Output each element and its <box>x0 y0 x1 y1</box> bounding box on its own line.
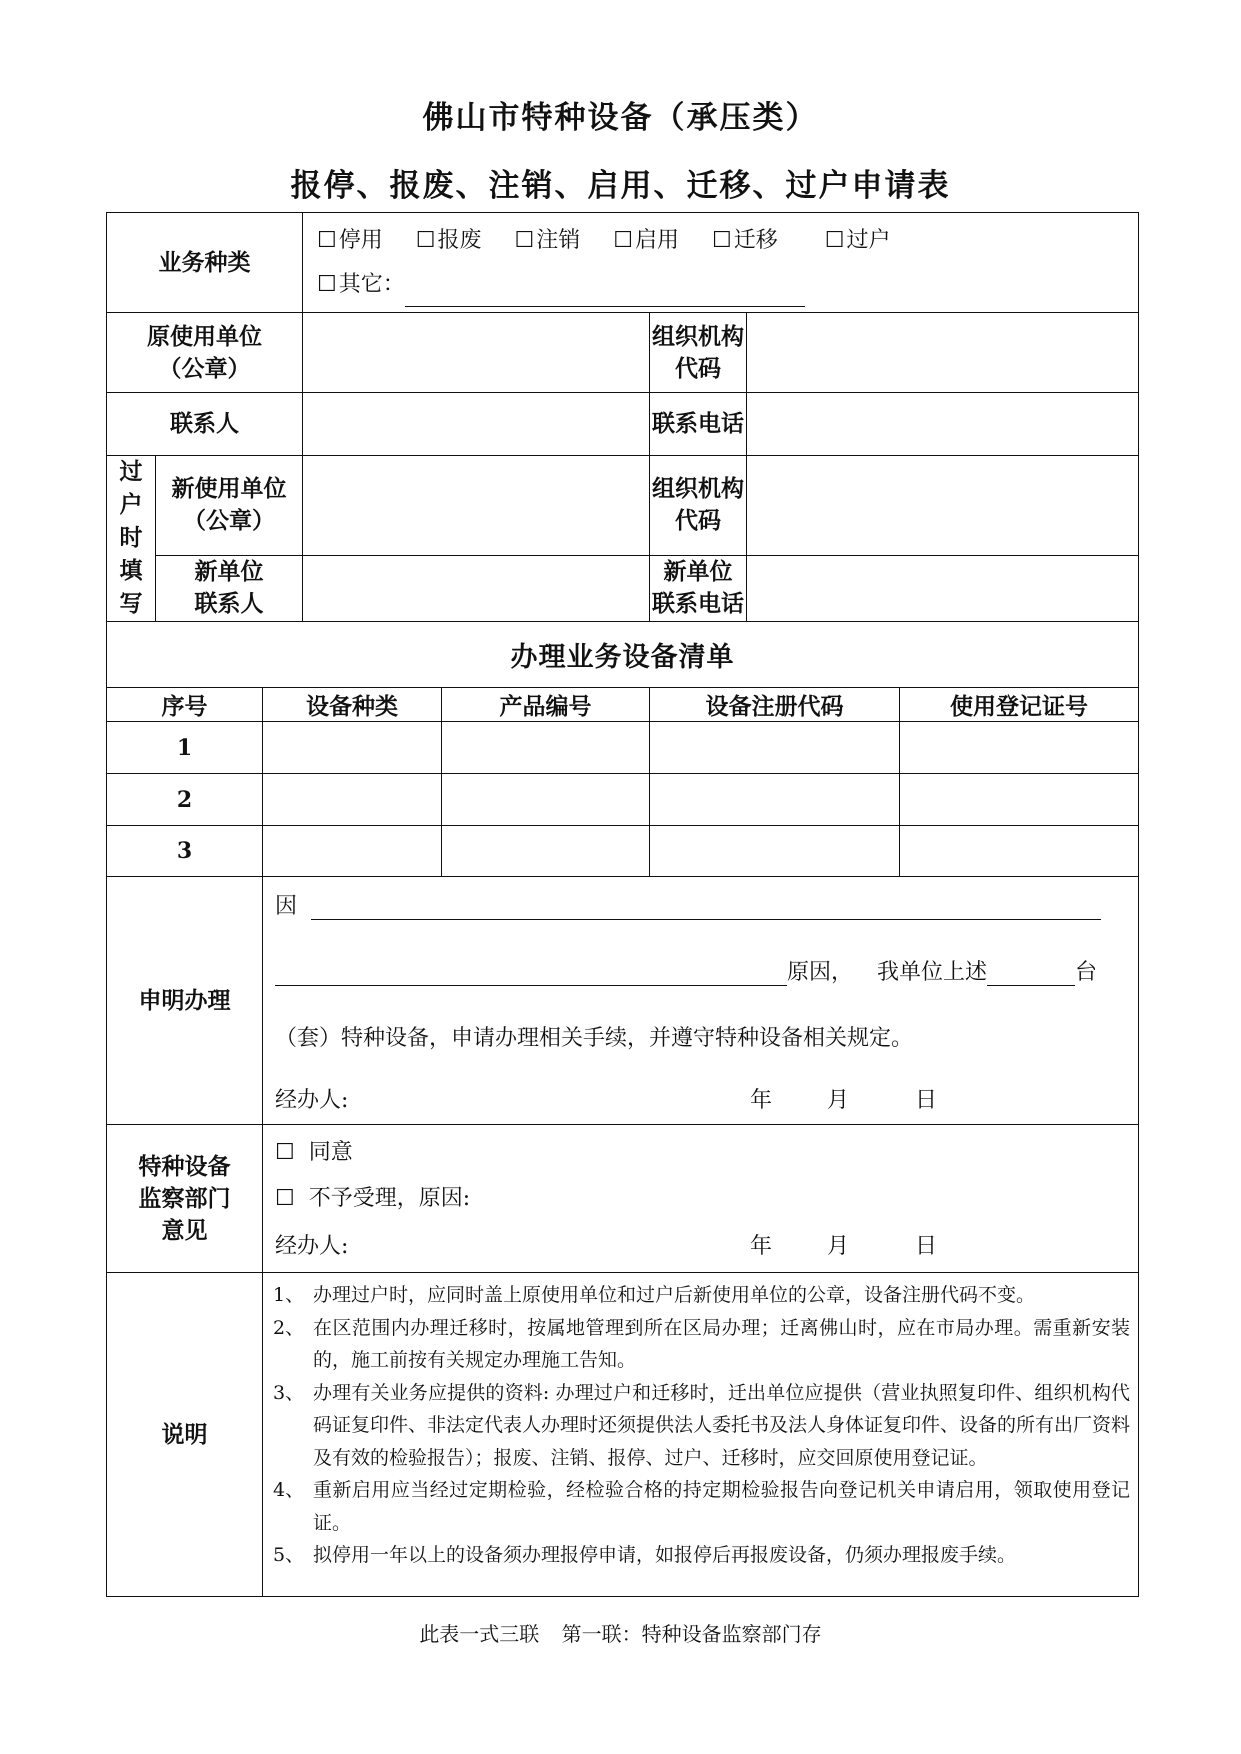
other-input-line[interactable] <box>405 276 805 307</box>
note-item: 5、 拟停用一年以上的设备须办理报停申请，如报停后再报废设备，仍须办理报废手续。 <box>273 1544 1017 1566</box>
org-code-label: 组织机构 代码 <box>650 313 747 393</box>
form-title-line1: 佛山市特种设备（承压类） <box>422 100 819 136</box>
table-row <box>107 722 1139 774</box>
opinion-content <box>263 1125 1139 1273</box>
because-text: 因 <box>275 894 298 919</box>
equipment-type-cell[interactable] <box>263 826 442 877</box>
checkbox-icon: ☐ <box>613 228 633 253</box>
unit-suffix: 台 <box>1075 960 1098 985</box>
application-form-table <box>106 212 1139 1597</box>
checkbox-icon: ☐ <box>712 228 732 253</box>
new-unit-field[interactable] <box>303 456 650 556</box>
cause-input-line[interactable] <box>311 889 1101 920</box>
original-unit-label: 原使用单位 （公章） <box>107 313 303 393</box>
new-contact-field[interactable] <box>303 555 650 621</box>
header-registration-code: 设备注册代码 <box>650 688 900 722</box>
header-equipment-type: 设备种类 <box>263 688 442 722</box>
note-item: 1、 办理过户时，应同时盖上原使用单位和过户后新使用单位的公章，设备注册代码不变。 <box>273 1284 1036 1306</box>
unit-text: 我单位上述 <box>877 960 988 985</box>
certificate-number-cell[interactable] <box>900 774 1139 826</box>
note-item: 2、 在区范围内办理迁移时，按属地管理到所在区局办理；迁离佛山时，应在市局办理。需重新安装的，施工前按有关规定办理施工告知。 <box>273 1316 1131 1371</box>
row-number: 2 <box>107 774 263 826</box>
reason-input-line[interactable] <box>275 955 787 986</box>
checkbox-icon: ☐ <box>275 1140 295 1165</box>
month-label: 月 <box>827 1088 850 1113</box>
footer-part: 第一联：特种设备监察部门存 <box>561 1622 822 1646</box>
checkbox-icon: ☐ <box>824 228 845 253</box>
footer-copies: 此表一式三联 <box>419 1622 540 1646</box>
org-code-field[interactable] <box>747 313 1139 393</box>
row-number: 1 <box>107 722 263 774</box>
year-label: 年 <box>750 1088 773 1113</box>
declaration-label: 申明办理 <box>107 877 263 1125</box>
notes-content <box>263 1273 1139 1597</box>
header-seq: 序号 <box>107 688 263 722</box>
option-enable[interactable]: ☐启用 <box>613 228 679 253</box>
form-title-line2: 报停、报废、注销、启用、迁移、过户申请表 <box>290 168 951 204</box>
reject-option[interactable]: ☐ 不予受理，原因: <box>275 1186 471 1211</box>
reason-text: 原因， <box>787 960 854 985</box>
checkbox-icon: ☐ <box>317 272 337 297</box>
contact-phone-label: 联系电话 <box>650 393 747 456</box>
agree-option[interactable]: ☐ 同意 <box>275 1140 353 1165</box>
business-type-options <box>303 213 1139 313</box>
certificate-number-cell[interactable] <box>900 826 1139 877</box>
product-number-cell[interactable] <box>442 774 650 826</box>
option-relocate[interactable]: ☐迁移 <box>712 228 778 253</box>
table-row <box>107 826 1139 877</box>
checkbox-icon: ☐ <box>415 228 436 253</box>
option-cancel[interactable]: ☐注销 <box>514 228 581 253</box>
option-scrap[interactable]: ☐报废 <box>415 228 482 253</box>
option-suspend[interactable]: ☐停用 <box>317 228 383 253</box>
new-org-code-label: 组织机构 代码 <box>650 456 747 556</box>
option-transfer[interactable]: ☐过户 <box>824 228 891 253</box>
new-org-code-field[interactable] <box>747 456 1139 556</box>
checkbox-icon: ☐ <box>317 228 337 253</box>
note-item: 4、 重新启用应当经过定期检验，经检验合格的持定期检验报告向登记机关申请启用，领取使用登记证。 <box>273 1479 1131 1534</box>
form-footer <box>0 1618 1241 1647</box>
new-unit-label: 新使用单位 （公章） <box>156 456 303 556</box>
declaration-content <box>263 877 1139 1125</box>
month-label: 月 <box>827 1234 850 1259</box>
header-product-number: 产品编号 <box>442 688 650 722</box>
day-label: 日 <box>915 1088 938 1113</box>
registration-code-cell[interactable] <box>650 774 900 826</box>
quantity-input-line[interactable] <box>987 955 1075 986</box>
contact-field[interactable] <box>303 393 650 456</box>
day-label: 日 <box>915 1234 938 1259</box>
product-number-cell[interactable] <box>442 722 650 774</box>
declaration-statement: （套）特种设备，申请办理相关手续，并遵守特种设备相关规定。 <box>275 1026 914 1051</box>
year-label: 年 <box>750 1234 773 1259</box>
checkbox-icon: ☐ <box>275 1186 295 1211</box>
handler-label: 经办人: <box>275 1088 349 1113</box>
new-phone-field[interactable] <box>747 555 1139 621</box>
product-number-cell[interactable] <box>442 826 650 877</box>
transfer-side-label: 过 户 时 填 写 <box>107 456 156 622</box>
contact-label: 联系人 <box>107 393 303 456</box>
equipment-list-title: 办理业务设备清单 <box>107 622 1139 688</box>
registration-code-cell[interactable] <box>650 826 900 877</box>
notes-label: 说明 <box>107 1273 263 1597</box>
equipment-type-cell[interactable] <box>263 722 442 774</box>
original-unit-field[interactable] <box>303 313 650 393</box>
business-type-label: 业务种类 <box>107 213 303 313</box>
table-row <box>107 774 1139 826</box>
option-other[interactable]: ☐其它： <box>317 272 405 297</box>
note-item: 3、 办理有关业务应提供的资料: 办理过户和迁移时，迁出单位应提供（营业执照复印件、组织机构代码证复印件、非法定代表人办理时还须提供法人委托书及法人身体证复印件、设备的所有出厂资料及有效的检验报告）；报废、注销、报停、过户、迁移时，应交回原使用登记证。 <box>273 1381 1131 1469</box>
row-number: 3 <box>107 826 263 877</box>
checkbox-icon: ☐ <box>514 228 535 253</box>
contact-phone-field[interactable] <box>747 393 1139 456</box>
new-contact-label: 新单位 联系人 <box>156 555 303 621</box>
header-certificate-number: 使用登记证号 <box>900 688 1139 722</box>
new-phone-label: 新单位 联系电话 <box>650 555 747 621</box>
registration-code-cell[interactable] <box>650 722 900 774</box>
equipment-type-cell[interactable] <box>263 774 442 826</box>
certificate-number-cell[interactable] <box>900 722 1139 774</box>
handler-label: 经办人: <box>275 1234 349 1259</box>
opinion-label: 特种设备 监察部门 意见 <box>107 1125 263 1273</box>
